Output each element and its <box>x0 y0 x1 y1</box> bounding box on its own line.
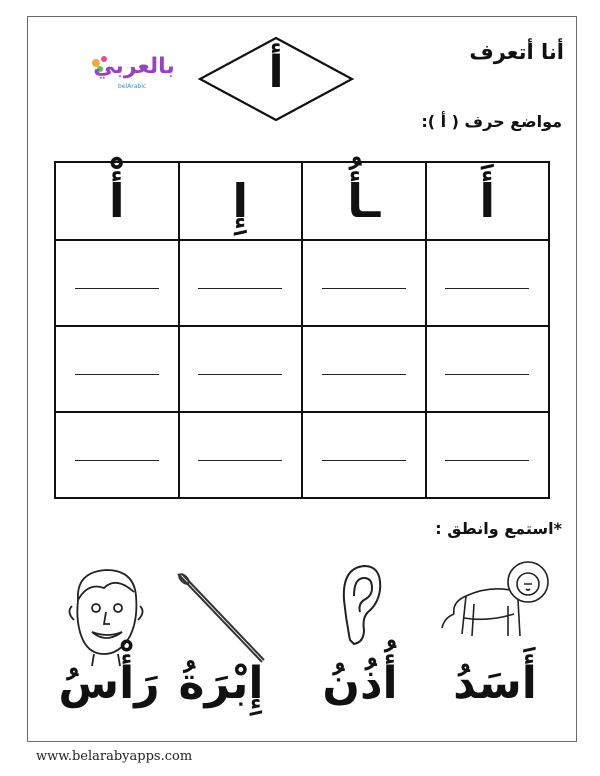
writing-cell[interactable] <box>55 240 179 326</box>
logo-subtext: belArabic <box>118 83 147 90</box>
writing-cell[interactable] <box>302 240 426 326</box>
table-header-row <box>55 162 549 240</box>
head-icon <box>64 562 148 666</box>
writing-line <box>445 373 529 375</box>
writing-line <box>75 459 159 461</box>
letter-position-table <box>54 161 550 499</box>
letter-positions-label: مواضع حرف ( أ ): <box>421 112 562 131</box>
writing-cell[interactable] <box>179 412 303 498</box>
lion-icon <box>438 556 558 644</box>
writing-line <box>198 287 282 289</box>
worksheet-title: أنا أتعرف <box>469 40 564 64</box>
writing-cell[interactable] <box>55 326 179 412</box>
writing-cell[interactable] <box>55 412 179 498</box>
writing-line <box>322 287 406 289</box>
header-cell-medial: ـأُ <box>302 162 426 240</box>
writing-line <box>75 287 159 289</box>
website-url: www.belarabyapps.com <box>36 749 193 764</box>
writing-line <box>198 459 282 461</box>
writing-cell[interactable] <box>426 412 550 498</box>
writing-cell[interactable] <box>302 326 426 412</box>
writing-cell[interactable] <box>426 240 550 326</box>
vocab-word-needle: إِبْرَةُ <box>178 658 264 709</box>
listen-and-pronounce-label: *استمع وانطق : <box>435 519 562 538</box>
header-cell-initial: أَ <box>426 162 550 240</box>
needle-icon <box>172 570 268 666</box>
writing-line <box>75 373 159 375</box>
writing-line <box>445 287 529 289</box>
vocab-word-head: رَأْسُ <box>58 658 160 709</box>
writing-line <box>445 459 529 461</box>
table-row <box>55 326 549 412</box>
ear-icon <box>336 560 386 648</box>
writing-line <box>322 373 406 375</box>
header-cell-sukun: أْ <box>55 162 179 240</box>
writing-cell[interactable] <box>426 326 550 412</box>
table-row <box>55 240 549 326</box>
table-row <box>55 412 549 498</box>
featured-letter: أ <box>268 47 284 98</box>
writing-line <box>322 459 406 461</box>
writing-cell[interactable] <box>302 412 426 498</box>
logo-text: بالعربي <box>93 54 175 79</box>
writing-cell[interactable] <box>179 240 303 326</box>
header-cell-kasra: إِ <box>179 162 303 240</box>
writing-cell[interactable] <box>179 326 303 412</box>
vocab-word-lion: أَسَدُ <box>453 658 537 709</box>
writing-line <box>198 373 282 375</box>
vocab-word-ear: أُذُنُ <box>322 658 398 709</box>
